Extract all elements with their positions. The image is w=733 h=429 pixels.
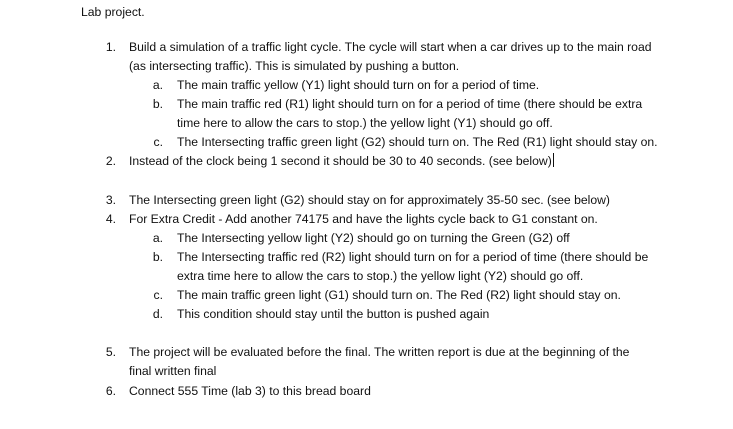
list-item-text: final written final [129, 364, 217, 378]
list-item-text-editable[interactable] [129, 152, 554, 171]
sub-list-letter: d. [152, 307, 163, 321]
list-item-text: (as intersecting traffic). This is simulated by pushing a button. [129, 59, 460, 73]
list-item-text: Instead of the clock being 1 second it should be 30 to 40 seconds. (see below) [129, 154, 552, 168]
list-item-text: For Extra Credit - Add another 74175 and have the lights cycle back to G1 constant on. [129, 212, 598, 226]
sub-list-letter: c. [153, 135, 163, 149]
document-title: Lab project. [81, 5, 145, 19]
sub-list-letter: b. [152, 250, 163, 264]
list-item-text: The project will be evaluated before the final. The written report is due at the beginning of the [129, 345, 630, 359]
list-number: 6. [105, 384, 116, 398]
sub-list-letter: a. [152, 78, 163, 92]
list-number: 4. [105, 212, 116, 226]
sub-list-letter: a. [152, 231, 163, 245]
sub-list-letter: b. [152, 97, 163, 111]
list-item-text: Connect 555 Time (lab 3) to this bread board [129, 384, 371, 398]
sub-list-letter: c. [153, 288, 163, 302]
sub-list-item-text: This condition should stay until the button is pushed again [177, 307, 490, 321]
list-item-text: The Intersecting green light (G2) should stay on for approximately 35-50 sec. (see below) [129, 193, 610, 207]
sub-list-item-text: The main traffic yellow (Y1) light should turn on for a period of time. [177, 78, 540, 92]
sub-list-item-text: The Intersecting traffic red (R2) light should turn on for a period of time (there should be [177, 250, 649, 264]
sub-list-item-text: The Intersecting traffic green light (G2) should turn on. The Red (R1) light should stay on. [177, 135, 658, 149]
sub-list-item-text: time here to allow the cars to stop.) the yellow light (Y1) should go off. [177, 116, 553, 130]
list-number: 5. [105, 345, 116, 359]
list-number: 2. [105, 154, 116, 168]
list-item-text: Build a simulation of a traffic light cycle. The cycle will start when a car drives up to the main road [129, 40, 652, 54]
sub-list-item-text: The main traffic red (R1) light should turn on for a period of time (there should be extra [177, 97, 643, 111]
text-cursor [553, 153, 554, 167]
sub-list-item-text: The main traffic green light (G1) should turn on. The Red (R2) light should stay on. [177, 288, 621, 302]
list-number: 3. [105, 193, 116, 207]
sub-list-item-text: The Intersecting yellow light (Y2) should go on turning the Green (G2) off [177, 231, 570, 245]
sub-list-item-text: extra time here to allow the cars to stop.) the yellow light (Y2) should go off. [177, 269, 584, 283]
list-number: 1. [105, 40, 116, 54]
